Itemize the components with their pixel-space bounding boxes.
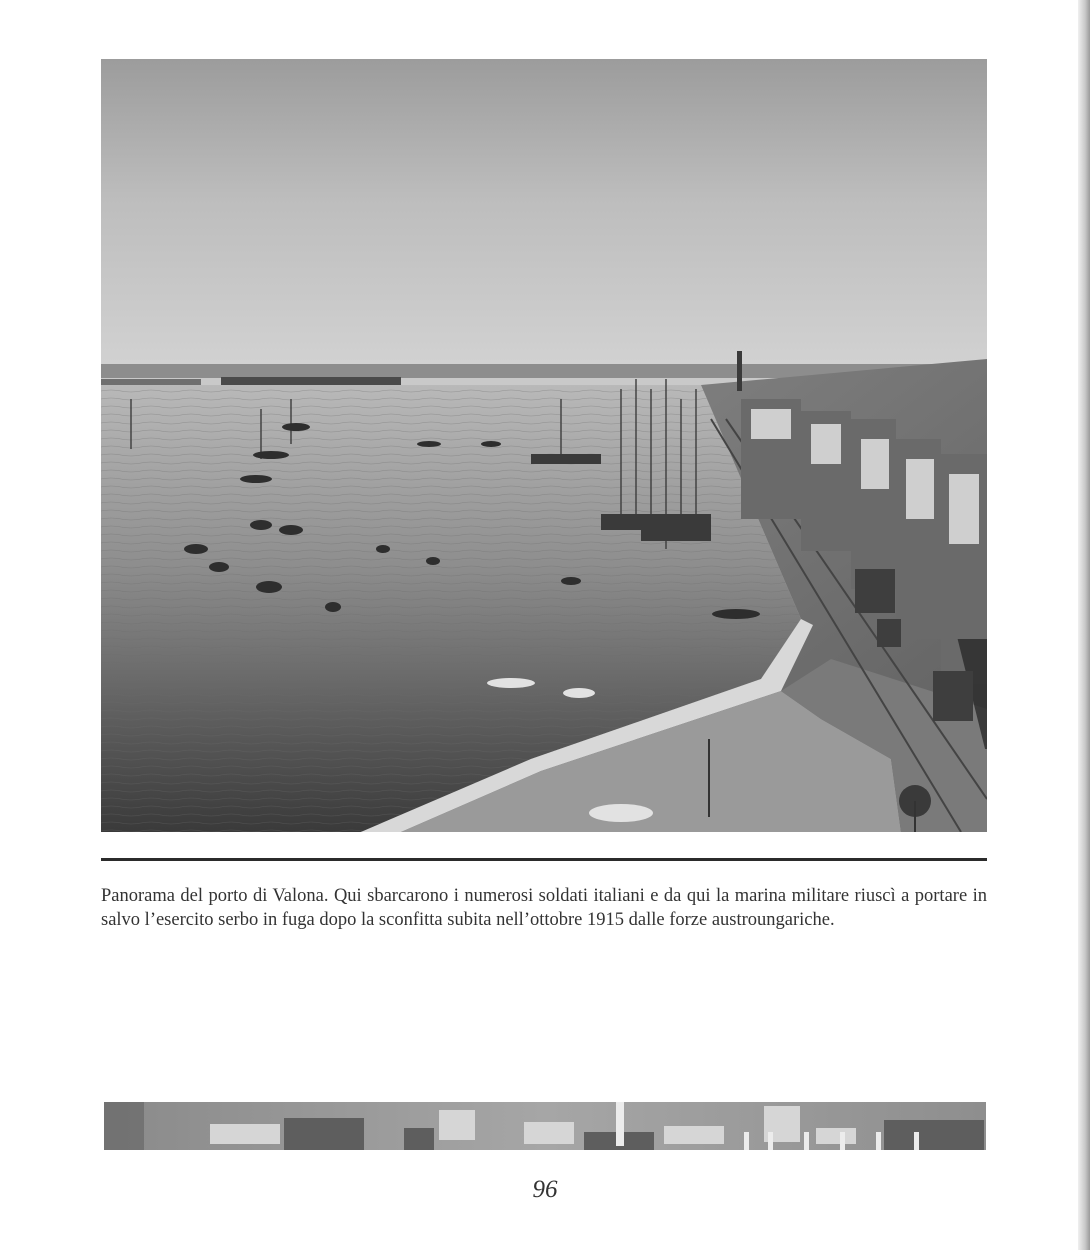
caption-divider — [101, 858, 987, 861]
figure-caption: Panorama del porto di Valona. Qui sbarcarono i numerosi soldati italiani e da qui la marina militare riuscì a portare in salvo l’esercito serbo in fuga dopo la sconfitta subita nell’ottobre 1915 dalle forze austroungariche. — [101, 886, 987, 930]
page-number: 96 — [532, 1176, 558, 1203]
page-edge-shadow — [1078, 0, 1090, 1250]
rooftops-photo-strip — [104, 1102, 986, 1150]
harbor-photo — [101, 59, 987, 832]
